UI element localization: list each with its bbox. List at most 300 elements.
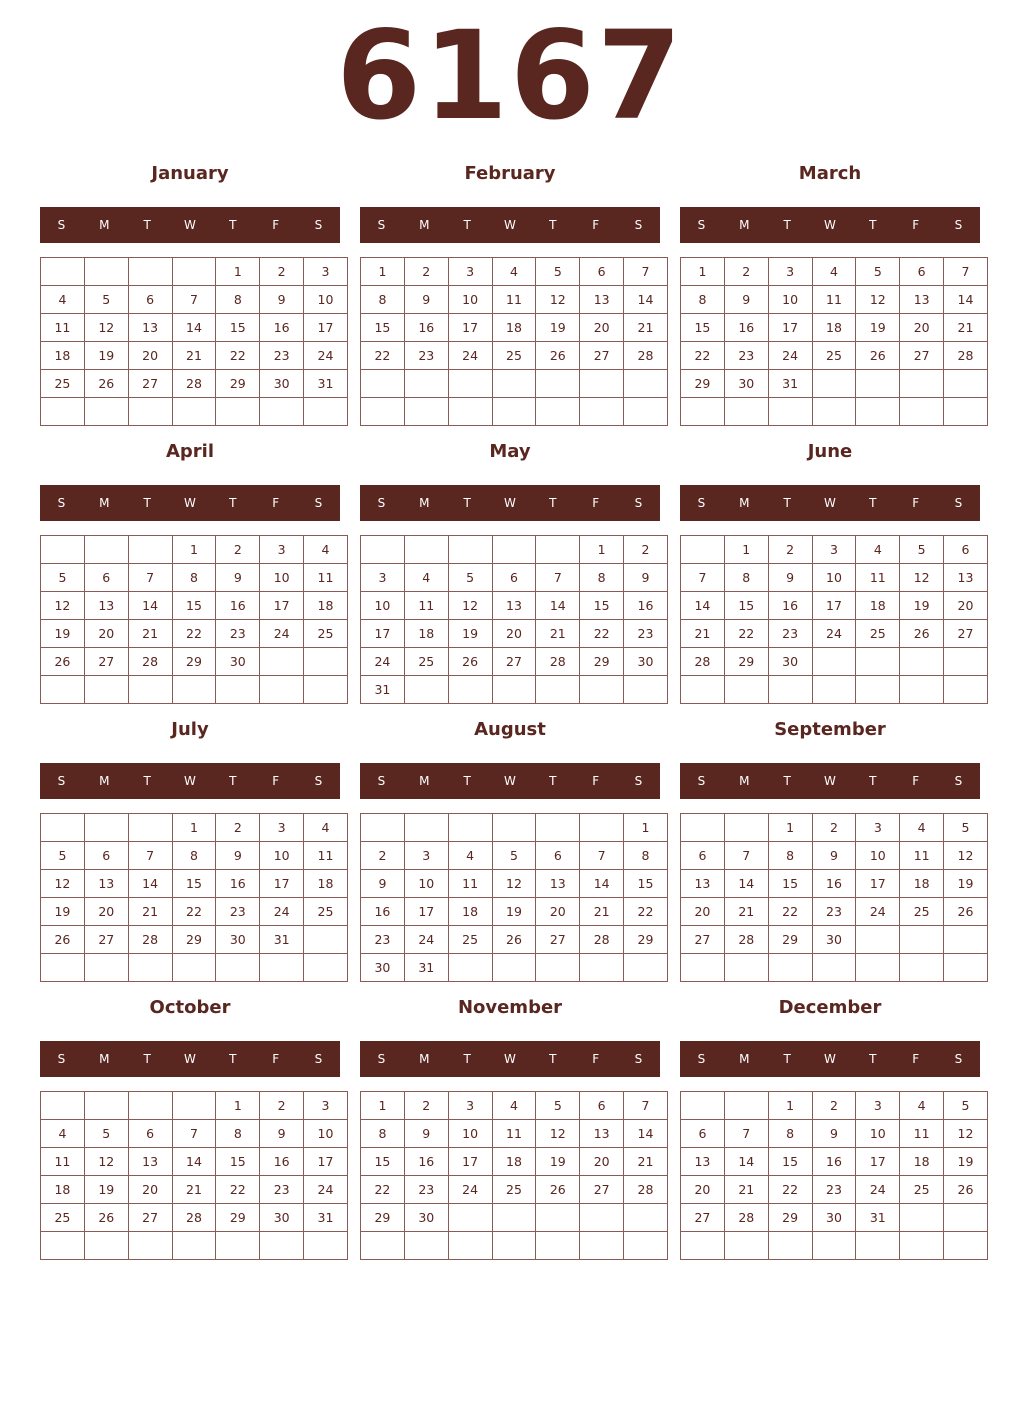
day-cell: 12 <box>900 564 944 592</box>
weekday-header <box>40 763 340 799</box>
weekday-label: F <box>912 1052 920 1066</box>
day-cell: 16 <box>724 314 768 342</box>
empty-day-cell <box>580 1232 624 1260</box>
day-cell: 14 <box>128 870 172 898</box>
week-row <box>41 564 348 592</box>
week-row <box>41 842 348 870</box>
day-cell: 3 <box>260 536 304 564</box>
day-cell: 13 <box>681 870 725 898</box>
day-cell: 22 <box>768 1176 812 1204</box>
day-cell: 21 <box>536 620 580 648</box>
day-cell: 11 <box>492 286 536 314</box>
day-cell: 17 <box>448 314 492 342</box>
empty-day-cell <box>624 370 668 398</box>
day-cell: 20 <box>128 1176 172 1204</box>
day-cell: 20 <box>580 1148 624 1176</box>
day-cell: 21 <box>128 898 172 926</box>
day-cell: 20 <box>681 1176 725 1204</box>
day-cell: 10 <box>856 1120 900 1148</box>
day-cell: 4 <box>41 286 85 314</box>
empty-day-cell <box>900 398 944 426</box>
empty-day-cell <box>304 398 348 426</box>
day-cell: 10 <box>404 870 448 898</box>
day-cell: 4 <box>304 536 348 564</box>
empty-day-cell <box>681 676 725 704</box>
day-cell: 5 <box>536 1092 580 1120</box>
day-cell: 30 <box>361 954 405 982</box>
day-cell: 4 <box>900 814 944 842</box>
week-row <box>41 954 348 982</box>
day-cell: 26 <box>900 620 944 648</box>
day-grid <box>680 1091 988 1260</box>
weekday-label: F <box>592 774 600 788</box>
weekday-label: F <box>592 1052 600 1066</box>
day-cell: 11 <box>41 1148 85 1176</box>
day-grid <box>40 1091 348 1260</box>
day-cell: 3 <box>448 258 492 286</box>
empty-day-cell <box>900 1204 944 1232</box>
empty-day-cell <box>128 954 172 982</box>
empty-day-cell <box>580 676 624 704</box>
empty-day-cell <box>724 954 768 982</box>
month-name: July <box>171 719 209 740</box>
empty-day-cell <box>492 954 536 982</box>
weekday-label: F <box>912 496 920 510</box>
day-cell: 12 <box>84 1148 128 1176</box>
month-name: August <box>474 719 546 740</box>
empty-day-cell <box>84 1232 128 1260</box>
month-name: March <box>798 163 862 184</box>
day-cell: 31 <box>404 954 448 982</box>
month-january <box>40 156 340 426</box>
weekday-label: M <box>419 774 430 788</box>
empty-day-cell <box>304 926 348 954</box>
day-cell: 13 <box>492 592 536 620</box>
day-cell: 21 <box>724 898 768 926</box>
day-cell: 28 <box>172 370 216 398</box>
day-cell: 22 <box>216 342 260 370</box>
week-row <box>41 1120 348 1148</box>
weekday-label: W <box>504 774 516 788</box>
day-cell: 7 <box>944 258 988 286</box>
empty-day-cell <box>492 536 536 564</box>
day-cell: 24 <box>304 1176 348 1204</box>
day-cell: 5 <box>944 814 988 842</box>
empty-day-cell <box>216 954 260 982</box>
day-cell: 8 <box>580 564 624 592</box>
day-cell: 18 <box>900 870 944 898</box>
day-cell: 6 <box>128 1120 172 1148</box>
empty-day-cell <box>812 648 856 676</box>
empty-day-cell <box>128 398 172 426</box>
day-cell: 17 <box>856 870 900 898</box>
week-row <box>681 814 988 842</box>
day-cell: 12 <box>448 592 492 620</box>
day-cell: 23 <box>260 1176 304 1204</box>
day-cell: 23 <box>812 1176 856 1204</box>
day-cell: 12 <box>536 286 580 314</box>
empty-day-cell <box>41 1092 85 1120</box>
day-cell: 22 <box>681 342 725 370</box>
empty-day-cell <box>681 954 725 982</box>
day-cell: 30 <box>216 648 260 676</box>
empty-day-cell <box>812 954 856 982</box>
weekday-label: T <box>463 218 471 232</box>
weekday-label: S <box>954 496 963 510</box>
day-cell: 10 <box>304 1120 348 1148</box>
day-cell: 9 <box>812 842 856 870</box>
day-cell: 17 <box>361 620 405 648</box>
day-cell: 12 <box>944 1120 988 1148</box>
weekday-label: F <box>272 218 280 232</box>
day-cell: 7 <box>681 564 725 592</box>
empty-day-cell <box>944 398 988 426</box>
day-cell: 15 <box>216 1148 260 1176</box>
day-cell: 1 <box>172 814 216 842</box>
empty-day-cell <box>812 1232 856 1260</box>
day-cell: 25 <box>492 342 536 370</box>
empty-day-cell <box>41 676 85 704</box>
week-row <box>41 286 348 314</box>
day-cell: 2 <box>724 258 768 286</box>
day-cell: 7 <box>172 286 216 314</box>
weekday-header <box>680 1041 980 1077</box>
weekday-label: T <box>229 496 237 510</box>
empty-day-cell <box>260 398 304 426</box>
empty-day-cell <box>580 398 624 426</box>
day-cell: 27 <box>492 648 536 676</box>
day-cell: 11 <box>812 286 856 314</box>
day-cell: 15 <box>172 592 216 620</box>
day-cell: 15 <box>216 314 260 342</box>
week-row <box>361 1176 668 1204</box>
day-cell: 26 <box>944 898 988 926</box>
day-cell: 6 <box>84 564 128 592</box>
empty-day-cell <box>900 926 944 954</box>
day-cell: 20 <box>681 898 725 926</box>
weekday-label: S <box>57 218 66 232</box>
weekday-label: S <box>634 218 643 232</box>
day-cell: 20 <box>944 592 988 620</box>
day-cell: 18 <box>404 620 448 648</box>
day-cell: 29 <box>768 926 812 954</box>
day-cell: 13 <box>84 592 128 620</box>
empty-day-cell <box>900 648 944 676</box>
week-row <box>681 620 988 648</box>
day-cell: 8 <box>216 1120 260 1148</box>
day-cell: 27 <box>84 648 128 676</box>
empty-day-cell <box>448 676 492 704</box>
day-cell: 9 <box>724 286 768 314</box>
weekday-label: S <box>314 218 323 232</box>
empty-day-cell <box>448 954 492 982</box>
day-cell: 15 <box>361 314 405 342</box>
day-cell: 8 <box>172 842 216 870</box>
day-cell: 26 <box>944 1176 988 1204</box>
empty-day-cell <box>84 398 128 426</box>
day-cell: 20 <box>128 342 172 370</box>
weekday-label: S <box>954 218 963 232</box>
weekday-label: W <box>184 496 196 510</box>
day-cell: 19 <box>944 870 988 898</box>
day-cell: 12 <box>492 870 536 898</box>
empty-day-cell <box>900 1232 944 1260</box>
weekday-label: W <box>824 774 836 788</box>
weekday-label: S <box>57 1052 66 1066</box>
day-cell: 11 <box>304 842 348 870</box>
day-cell: 17 <box>304 1148 348 1176</box>
week-row <box>681 870 988 898</box>
empty-day-cell <box>580 814 624 842</box>
week-row <box>41 870 348 898</box>
day-cell: 3 <box>768 258 812 286</box>
day-cell: 20 <box>900 314 944 342</box>
month-name: September <box>774 719 886 740</box>
day-cell: 3 <box>260 814 304 842</box>
day-cell: 27 <box>580 1176 624 1204</box>
day-cell: 14 <box>580 870 624 898</box>
day-cell: 24 <box>448 1176 492 1204</box>
day-cell: 14 <box>624 1120 668 1148</box>
day-cell: 21 <box>624 314 668 342</box>
day-cell: 15 <box>768 1148 812 1176</box>
day-cell: 1 <box>361 1092 405 1120</box>
weekday-label: S <box>377 218 386 232</box>
day-grid <box>680 257 988 426</box>
day-cell: 16 <box>768 592 812 620</box>
day-cell: 27 <box>536 926 580 954</box>
weekday-label: F <box>912 774 920 788</box>
week-row <box>41 592 348 620</box>
week-row <box>41 1204 348 1232</box>
day-cell: 23 <box>624 620 668 648</box>
day-cell: 29 <box>768 1204 812 1232</box>
day-cell: 5 <box>944 1092 988 1120</box>
day-cell: 4 <box>304 814 348 842</box>
empty-day-cell <box>944 1204 988 1232</box>
weekday-label: F <box>272 496 280 510</box>
empty-day-cell <box>812 370 856 398</box>
day-cell: 6 <box>536 842 580 870</box>
day-cell: 11 <box>41 314 85 342</box>
empty-day-cell <box>361 814 405 842</box>
day-cell: 28 <box>536 648 580 676</box>
day-cell: 17 <box>856 1148 900 1176</box>
weekday-label: W <box>184 774 196 788</box>
day-cell: 14 <box>172 314 216 342</box>
weekday-label: S <box>57 496 66 510</box>
week-row <box>361 954 668 982</box>
day-cell: 9 <box>216 564 260 592</box>
day-cell: 21 <box>172 1176 216 1204</box>
weekday-label: T <box>869 1052 877 1066</box>
weekday-label: S <box>634 774 643 788</box>
weekday-label: T <box>143 218 151 232</box>
day-cell: 25 <box>304 898 348 926</box>
day-cell: 3 <box>404 842 448 870</box>
day-cell: 4 <box>492 258 536 286</box>
day-cell: 6 <box>681 1120 725 1148</box>
weekday-label: S <box>377 1052 386 1066</box>
day-cell: 16 <box>624 592 668 620</box>
day-cell: 20 <box>84 620 128 648</box>
empty-day-cell <box>856 676 900 704</box>
empty-day-cell <box>304 676 348 704</box>
empty-day-cell <box>624 676 668 704</box>
day-cell: 29 <box>172 926 216 954</box>
week-row <box>681 954 988 982</box>
day-cell: 25 <box>900 898 944 926</box>
empty-day-cell <box>304 648 348 676</box>
week-row <box>681 1176 988 1204</box>
day-cell: 22 <box>172 620 216 648</box>
weekday-label: T <box>143 496 151 510</box>
empty-day-cell <box>492 1204 536 1232</box>
day-cell: 23 <box>404 1176 448 1204</box>
weekday-label: T <box>549 1052 557 1066</box>
day-cell: 16 <box>404 314 448 342</box>
empty-day-cell <box>536 398 580 426</box>
day-cell: 2 <box>216 814 260 842</box>
day-cell: 8 <box>681 286 725 314</box>
empty-day-cell <box>128 258 172 286</box>
day-cell: 19 <box>84 1176 128 1204</box>
empty-day-cell <box>216 398 260 426</box>
week-row <box>41 814 348 842</box>
day-cell: 2 <box>404 1092 448 1120</box>
weekday-label: S <box>697 774 706 788</box>
day-cell: 22 <box>580 620 624 648</box>
day-cell: 18 <box>41 342 85 370</box>
empty-day-cell <box>41 1232 85 1260</box>
day-cell: 13 <box>536 870 580 898</box>
week-row <box>41 898 348 926</box>
week-row <box>681 1120 988 1148</box>
day-cell: 16 <box>404 1148 448 1176</box>
empty-day-cell <box>681 536 725 564</box>
weekday-label: S <box>57 774 66 788</box>
week-row <box>361 370 668 398</box>
week-row <box>361 926 668 954</box>
day-cell: 1 <box>681 258 725 286</box>
empty-day-cell <box>944 648 988 676</box>
week-row <box>361 398 668 426</box>
day-cell: 30 <box>216 926 260 954</box>
day-cell: 7 <box>624 258 668 286</box>
day-cell: 18 <box>304 592 348 620</box>
day-cell: 29 <box>216 370 260 398</box>
day-cell: 10 <box>448 286 492 314</box>
day-cell: 8 <box>768 842 812 870</box>
weekday-label: T <box>229 218 237 232</box>
week-row <box>41 1232 348 1260</box>
weekday-label: F <box>272 1052 280 1066</box>
weekday-label: M <box>99 1052 110 1066</box>
day-cell: 26 <box>492 926 536 954</box>
month-april <box>40 434 340 704</box>
day-cell: 5 <box>41 564 85 592</box>
day-cell: 16 <box>260 1148 304 1176</box>
week-row <box>681 1092 988 1120</box>
empty-day-cell <box>448 370 492 398</box>
empty-day-cell <box>492 1232 536 1260</box>
day-cell: 2 <box>404 258 448 286</box>
day-cell: 2 <box>260 1092 304 1120</box>
day-cell: 14 <box>944 286 988 314</box>
empty-day-cell <box>492 814 536 842</box>
empty-day-cell <box>624 1204 668 1232</box>
day-cell: 11 <box>404 592 448 620</box>
day-cell: 29 <box>724 648 768 676</box>
day-grid <box>360 257 668 426</box>
day-cell: 15 <box>624 870 668 898</box>
week-row <box>41 314 348 342</box>
day-cell: 4 <box>900 1092 944 1120</box>
day-cell: 24 <box>260 898 304 926</box>
day-cell: 17 <box>768 314 812 342</box>
day-cell: 3 <box>361 564 405 592</box>
day-cell: 30 <box>812 926 856 954</box>
empty-day-cell <box>812 676 856 704</box>
month-name: January <box>151 163 229 184</box>
week-row <box>361 648 668 676</box>
day-cell: 24 <box>768 342 812 370</box>
day-cell: 23 <box>216 898 260 926</box>
day-cell: 1 <box>768 1092 812 1120</box>
day-cell: 15 <box>768 870 812 898</box>
weekday-label: T <box>783 496 791 510</box>
empty-day-cell <box>536 954 580 982</box>
empty-day-cell <box>128 676 172 704</box>
day-cell: 22 <box>172 898 216 926</box>
day-cell: 11 <box>900 842 944 870</box>
week-row <box>361 676 668 704</box>
day-cell: 27 <box>681 1204 725 1232</box>
day-cell: 2 <box>812 1092 856 1120</box>
empty-day-cell <box>361 370 405 398</box>
empty-day-cell <box>492 370 536 398</box>
empty-day-cell <box>448 536 492 564</box>
empty-day-cell <box>536 536 580 564</box>
weekday-label: M <box>99 774 110 788</box>
empty-day-cell <box>944 926 988 954</box>
empty-day-cell <box>128 536 172 564</box>
day-cell: 15 <box>361 1148 405 1176</box>
weekday-label: S <box>634 496 643 510</box>
day-cell: 30 <box>260 1204 304 1232</box>
day-cell: 21 <box>724 1176 768 1204</box>
day-cell: 27 <box>128 370 172 398</box>
weekday-label: T <box>549 218 557 232</box>
day-cell: 9 <box>768 564 812 592</box>
week-row <box>361 258 668 286</box>
day-cell: 2 <box>216 536 260 564</box>
day-cell: 8 <box>216 286 260 314</box>
month-august <box>360 712 660 982</box>
day-cell: 3 <box>304 1092 348 1120</box>
empty-day-cell <box>216 1232 260 1260</box>
empty-day-cell <box>260 1232 304 1260</box>
day-cell: 25 <box>304 620 348 648</box>
day-cell: 10 <box>812 564 856 592</box>
week-row <box>361 1232 668 1260</box>
week-row <box>681 536 988 564</box>
empty-day-cell <box>812 398 856 426</box>
empty-day-cell <box>448 398 492 426</box>
weekday-header <box>360 1041 660 1077</box>
day-cell: 23 <box>361 926 405 954</box>
day-cell: 28 <box>172 1204 216 1232</box>
